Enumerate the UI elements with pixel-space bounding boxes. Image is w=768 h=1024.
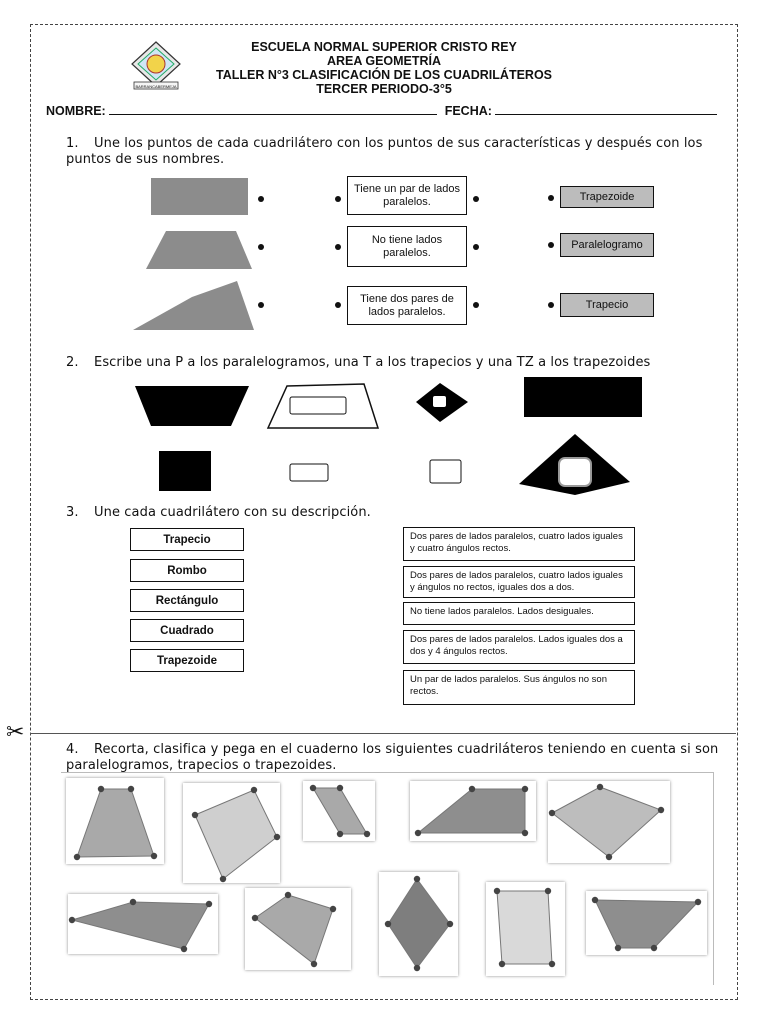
q3-description-1: Dos pares de lados paralelos, cuatro lados iguales y cuatro ángulos rectos. xyxy=(403,527,635,561)
q4-shape-1-vertex-4 xyxy=(74,854,80,860)
q4-shape-10-vertex-2 xyxy=(695,899,701,905)
q3-name-trapezoide: Trapezoide xyxy=(130,649,244,672)
question-text: Une los puntos de cada cuadrilátero con los puntos de sus características y después con los puntos de sus nombres. xyxy=(66,136,703,167)
q4-shape-5-vertex-1 xyxy=(597,784,603,790)
q4-shape-5-vertex-2 xyxy=(658,807,664,813)
q4-shape-4-vertex-4 xyxy=(415,830,421,836)
q4-shape-8-vertex-4 xyxy=(385,921,391,927)
q3-name-rectangulo: Rectángulo xyxy=(130,589,244,612)
period-title: TERCER PERIODO-3°5 xyxy=(316,82,452,96)
q1-name-trapezoide: Trapezoide xyxy=(560,186,654,208)
q4-shape-3-vertex-3 xyxy=(364,831,370,837)
q4-shape-6-vertex-2 xyxy=(130,899,136,905)
q4-shape-10 xyxy=(595,900,698,948)
question-text: Escribe una P a los paralelogramos, una T a los trapecios y una TZ a los trapezoides xyxy=(94,355,651,370)
q4-shape-4-vertex-3 xyxy=(522,830,528,836)
q4-shape-1-vertex-2 xyxy=(128,786,134,792)
q4-shape-8 xyxy=(388,879,450,968)
q4-shape-3-vertex-1 xyxy=(310,785,316,791)
date-label: FECHA: xyxy=(444,104,492,118)
q1-name-paralelogramo: Paralelogramo xyxy=(560,233,654,257)
q4-shape-7-vertex-3 xyxy=(311,961,317,967)
q4-shape-10-vertex-4 xyxy=(615,945,621,951)
q4-shape-2-vertex-3 xyxy=(274,834,280,840)
question-number: 2. xyxy=(66,355,79,370)
q4-shape-6-vertex-4 xyxy=(181,946,187,952)
q4-shape-6-vertex-3 xyxy=(206,901,212,907)
q3-description-3: No tiene lados paralelos. Lados desiguales. xyxy=(403,602,635,625)
q4-shape-1-vertex-1 xyxy=(98,786,104,792)
q4-shape-2 xyxy=(195,790,277,879)
q4-shape-3-vertex-4 xyxy=(337,831,343,837)
name-label: NOMBRE: xyxy=(46,104,106,118)
question-text: Une cada cuadrilátero con su descripción. xyxy=(94,505,371,520)
question-number: 4. xyxy=(66,742,79,757)
q4-shape-10-vertex-1 xyxy=(592,897,598,903)
q4-shape-3 xyxy=(313,788,367,834)
q3-description-2: Dos pares de lados paralelos, cuatro lados iguales y ángulos no rectos, iguales dos a dos. xyxy=(403,566,635,598)
q4-shape-4-vertex-1 xyxy=(469,786,475,792)
q4-shape-8-vertex-3 xyxy=(414,965,420,971)
q4-shape-2-vertex-2 xyxy=(251,787,257,793)
q4-shape-7-vertex-2 xyxy=(330,906,336,912)
q4-shape-2-vertex-4 xyxy=(220,876,226,882)
q4-shape-2-vertex-1 xyxy=(192,812,198,818)
q4-shape-6-vertex-1 xyxy=(69,917,75,923)
q3-name-trapecio: Trapecio xyxy=(130,528,244,551)
q4-shape-8-vertex-1 xyxy=(414,876,420,882)
question-text: Recorta, clasifica y pega en el cuaderno los siguientes cuadriláteros teniendo en cuenta si son paralelogramos, trapecios o trapezoides. xyxy=(66,742,719,773)
workshop-title: TALLER N°3 CLASIFICACIÓN DE LOS CUADRILÁTEROS xyxy=(215,68,553,82)
q4-shape-5 xyxy=(552,787,661,857)
q1-characteristic-3: Tiene dos pares de lados paralelos. xyxy=(347,286,467,325)
q3-name-rombo: Rombo xyxy=(130,559,244,582)
q4-shape-3-vertex-2 xyxy=(337,785,343,791)
q4-shape-9-vertex-3 xyxy=(549,961,555,967)
q3-description-4: Dos pares de lados paralelos. Lados iguales dos a dos y 4 ángulos rectos. xyxy=(403,630,635,664)
q4-shape-6 xyxy=(72,902,209,949)
q4-shape-9-vertex-4 xyxy=(499,961,505,967)
logo-banner-text: BARRANCABERMEJA xyxy=(135,84,177,89)
q4-shape-1 xyxy=(77,789,154,857)
q4-shape-4 xyxy=(418,789,525,833)
q4-shape-5-vertex-4 xyxy=(549,810,555,816)
q1-name-trapecio: Trapecio xyxy=(560,293,654,317)
scissors-icon: ✂ xyxy=(6,720,25,745)
q4-shape-5-vertex-3 xyxy=(606,854,612,860)
school-title: ESCUELA NORMAL SUPERIOR CRISTO REY xyxy=(251,40,517,54)
q3-name-cuadrado: Cuadrado xyxy=(130,619,244,642)
q1-characteristic-2: No tiene lados paralelos. xyxy=(347,226,467,267)
q4-shape-9 xyxy=(497,891,552,964)
q4-shape-9-vertex-1 xyxy=(494,888,500,894)
area-title: AREA GEOMETRÍA xyxy=(326,54,442,68)
q1-characteristic-1: Tiene un par de lados paralelos. xyxy=(347,176,467,215)
q4-shape-8-vertex-2 xyxy=(447,921,453,927)
question-number: 1. xyxy=(66,136,79,151)
q4-shape-7 xyxy=(255,895,333,964)
q4-shape-4-vertex-2 xyxy=(522,786,528,792)
q4-shape-9-vertex-2 xyxy=(545,888,551,894)
q4-shape-7-vertex-4 xyxy=(252,915,258,921)
q4-shape-7-vertex-1 xyxy=(285,892,291,898)
question-number: 3. xyxy=(66,505,79,520)
q4-shape-10-vertex-3 xyxy=(651,945,657,951)
q3-description-5: Un par de lados paralelos. Sus ángulos no son rectos. xyxy=(403,670,635,705)
q4-shape-1-vertex-3 xyxy=(151,853,157,859)
